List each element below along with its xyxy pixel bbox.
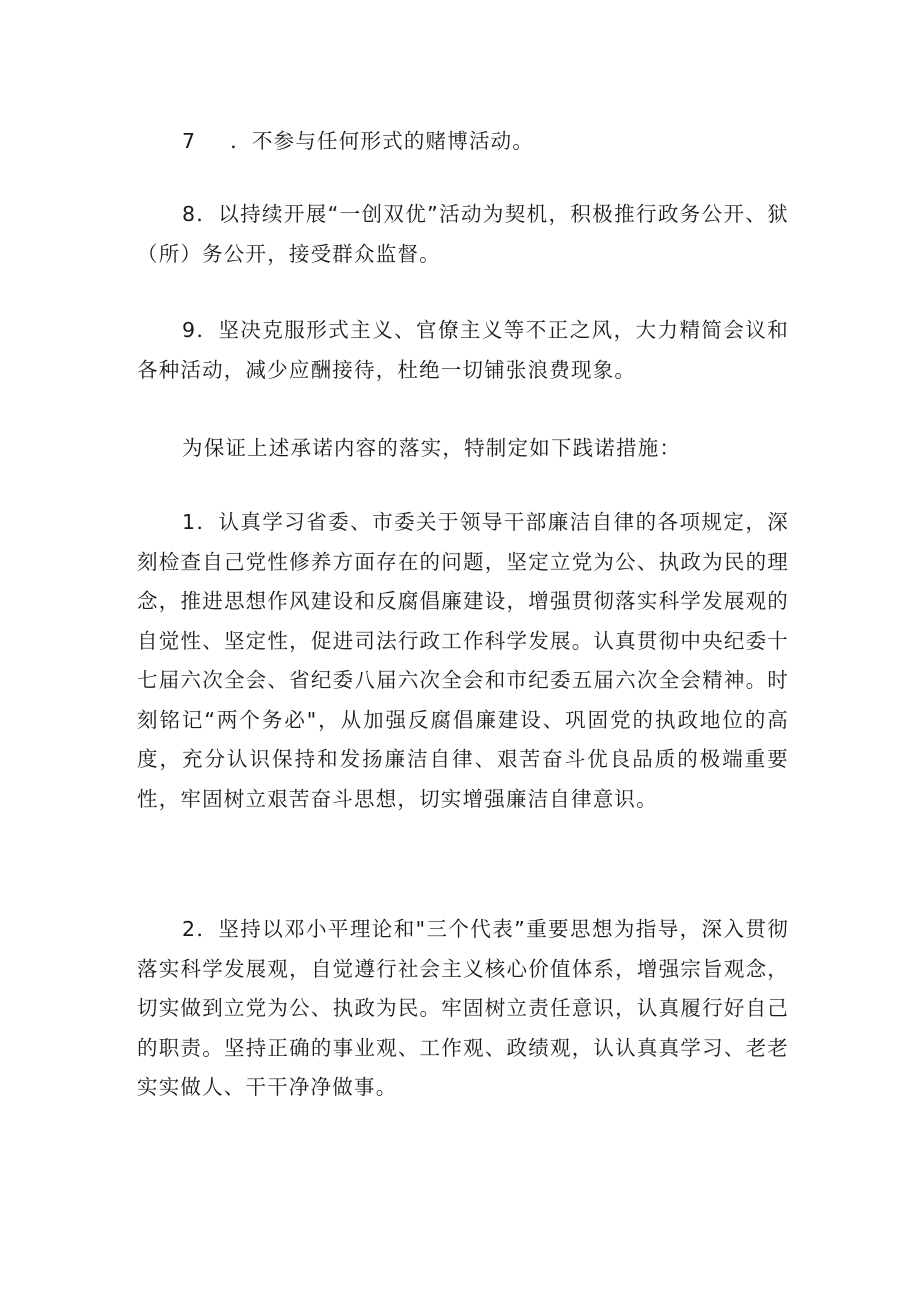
item-text: ．不参与任何形式的赌博活动。	[230, 129, 535, 153]
item-number: 7	[182, 129, 197, 153]
paragraph-item-7	[137, 122, 789, 162]
paragraph-item-9: 9．坚决克服形式主义、官僚主义等不正之风，大力精简会议和各种活动，减少应酬接待，杜绝一切铺张浪费现象。	[137, 318, 789, 382]
paragraph-item-8: 8．以持续开展“一创双优”活动为契机，积极推行政务公开、狱（所）务公开，接受群众监督。	[137, 202, 789, 266]
paragraph-measure-1: 1．认真学习省委、市委关于领导干部廉洁自律的各项规定，深刻检查自己党性修养方面存在的问题，坚定立党为公、执政为民的理念，推进思想作风建设和反腐倡廉建设，增强贯彻落实科学发展观的自觉性、坚定性，促进司法行政工作科学发展。认真贯彻中央纪委十七届六次全会、省纪委八届六次全会和市纪委五届六次全会精神。时刻铭记“两个务必"，从加强反腐倡廉建设、巩固党的执政地位的高度，充分认识保持和发扬廉洁自律、艰苦奋斗优良品质的极端重要性，牢固树立艰苦奋斗思想，切实增强廉洁自律意识。	[137, 510, 789, 811]
paragraph-measure-2: 2．坚持以邓小平理论和"三个代表”重要思想为指导，深入贯彻落实科学发展观，自觉遵行社会主义核心价值体系，增强宗旨观念，切实做到立党为公、执政为民。牢固树立责任意识，认真履行好自己的职责。坚持正确的事业观、工作观、政绩观，认认真真学习、老老实实做人、干干净净做事。	[137, 917, 789, 1099]
paragraph-measures-intro: 为保证上述承诺内容的落实，特制定如下践诺措施：	[182, 436, 682, 460]
